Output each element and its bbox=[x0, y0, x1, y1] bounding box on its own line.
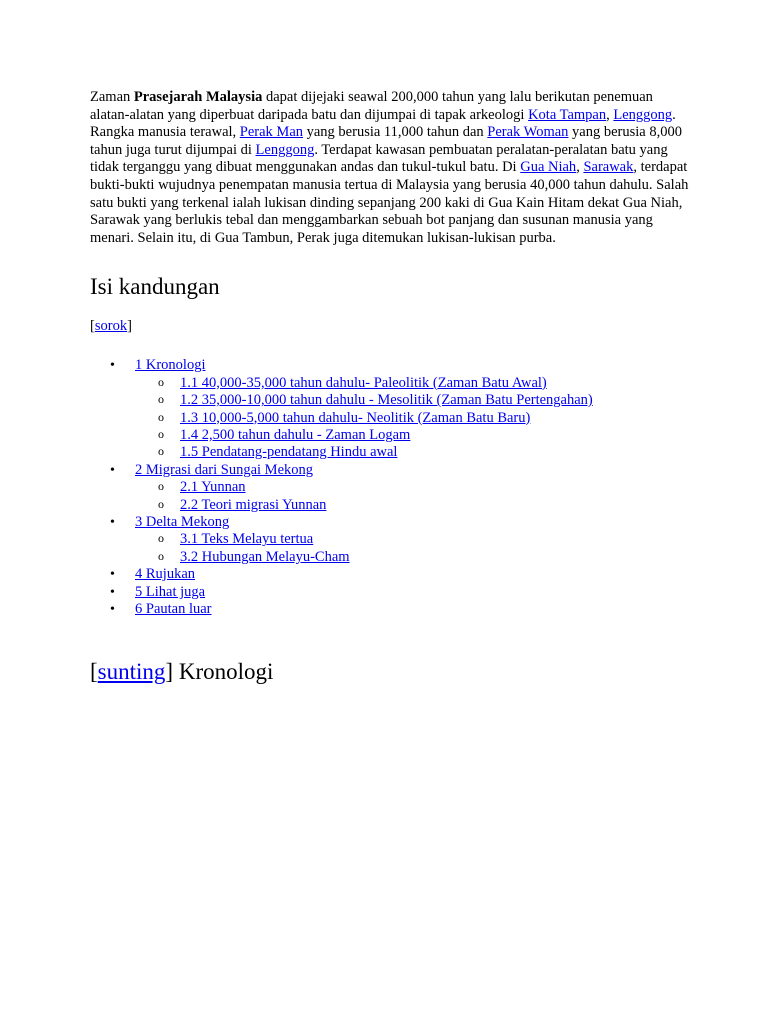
link-gua-niah[interactable]: Gua Niah bbox=[520, 159, 577, 176]
toc-sublink[interactable]: 2.1 Yunnan bbox=[180, 479, 246, 496]
intro-bold-term: Prasejarah Malaysia bbox=[133, 89, 263, 105]
circle-bullet-icon: o bbox=[158, 531, 164, 546]
toc-hide-link[interactable]: sorok bbox=[94, 318, 128, 335]
circle-bullet-icon: o bbox=[158, 374, 164, 389]
section-heading-kronologi bbox=[90, 658, 690, 686]
bullet-icon: • bbox=[110, 567, 115, 583]
intro-text: , bbox=[576, 159, 584, 176]
toc-sublink[interactable]: 1.2 35,000-10,000 tahun dahulu - Mesolitik (Zaman Batu Pertengahan) bbox=[180, 392, 593, 409]
toc-item bbox=[90, 601, 690, 618]
toc-subitem bbox=[135, 531, 690, 548]
section-close-bracket: ] bbox=[165, 659, 179, 685]
toc-link[interactable]: 4 Rujukan bbox=[135, 566, 196, 583]
link-lenggong[interactable]: Lenggong bbox=[613, 106, 673, 123]
toc-link[interactable]: 1 Kronologi bbox=[135, 357, 206, 374]
toc-toggle-close-bracket: ] bbox=[127, 318, 132, 335]
circle-bullet-icon: o bbox=[158, 426, 164, 441]
bullet-icon: • bbox=[110, 584, 115, 600]
toc-link[interactable]: 5 Lihat juga bbox=[135, 583, 206, 600]
toc-list bbox=[90, 357, 690, 618]
toc-subitem bbox=[135, 427, 690, 444]
toc-sublink[interactable]: 1.1 40,000-35,000 tahun dahulu- Paleolitik (Zaman Batu Awal) bbox=[180, 374, 547, 391]
toc-toggle-open-bracket: [ bbox=[90, 318, 95, 335]
toc-sublink[interactable]: 1.5 Pendatang-pendatang Hindu awal bbox=[180, 444, 398, 461]
toc-sublink[interactable]: 1.3 10,000-5,000 tahun dahulu- Neolitik (Zaman Batu Baru) bbox=[180, 409, 531, 426]
toc-subitem bbox=[135, 549, 690, 566]
toc-subitem bbox=[135, 410, 690, 427]
toc-sublist bbox=[135, 479, 690, 514]
toc-link[interactable]: 2 Migrasi dari Sungai Mekong bbox=[135, 461, 314, 478]
toc-item bbox=[90, 584, 690, 601]
link-kota-tampan[interactable]: Kota Tampan bbox=[528, 106, 607, 123]
link-perak-man[interactable]: Perak Man bbox=[239, 124, 303, 141]
intro-text: . Rangka manusia terawal, bbox=[90, 106, 676, 141]
intro-text: dapat dijejaki seawal 200,000 tahun yang lalu berikutan penemuan alatan-alatan yang diperbuat daripada batu dan dijumpai di tapak arkeologi bbox=[90, 89, 653, 123]
circle-bullet-icon: o bbox=[158, 409, 164, 424]
toc-subitem bbox=[135, 375, 690, 392]
intro-text: , bbox=[606, 106, 614, 123]
circle-bullet-icon: o bbox=[158, 479, 164, 494]
toc-link[interactable]: 3 Delta Mekong bbox=[135, 514, 230, 530]
toc-subitem bbox=[135, 497, 690, 514]
toc-subitem bbox=[135, 479, 690, 496]
link-sarawak[interactable]: Sarawak bbox=[583, 159, 634, 176]
toc-sublist bbox=[135, 531, 690, 566]
bullet-icon: • bbox=[110, 602, 115, 618]
toc-sublink[interactable]: 2.2 Teori migrasi Yunnan bbox=[180, 496, 327, 513]
toc-item bbox=[90, 566, 690, 583]
toc-toggle bbox=[90, 317, 690, 335]
toc-subitem bbox=[135, 444, 690, 461]
section-edit-link[interactable]: sunting bbox=[97, 659, 166, 685]
intro-paragraph bbox=[90, 89, 690, 247]
toc-item bbox=[90, 514, 690, 566]
toc-link[interactable]: 6 Pautan luar bbox=[135, 601, 212, 618]
bullet-icon: • bbox=[110, 358, 115, 374]
toc-sublink[interactable]: 3.1 Teks Melayu tertua bbox=[180, 531, 314, 548]
toc-subitem bbox=[135, 392, 690, 409]
toc-item bbox=[90, 462, 690, 514]
toc-heading: Isi kandungan bbox=[90, 274, 220, 300]
circle-bullet-icon: o bbox=[158, 444, 164, 459]
bullet-icon: • bbox=[110, 515, 115, 530]
toc-item bbox=[90, 357, 690, 461]
circle-bullet-icon: o bbox=[158, 392, 164, 407]
intro-text: yang berusia 8,000 tahun juga turut dijumpai di bbox=[90, 124, 682, 158]
toc-sublink[interactable]: 3.2 Hubungan Melayu-Cham bbox=[180, 548, 350, 565]
section-title-text: Kronologi bbox=[178, 659, 274, 685]
intro-text: . Terdapat kawasan pembuatan peralatan-peralatan batu yang tidak terganggu yang dibuat menggunakan andas dan tukul-tukul batu. Di bbox=[90, 141, 668, 176]
intro-text: , terdapat bukti-bukti wujudnya penempatan manusia tertua di Malaysia yang berusia 40,000 tahun dahulu. Salah satu bukti yang terkenal ialah lukisan dinding sepanjang 200 kaki di Gua Kain Hitam dekat Gua Niah, Sarawak yang berlukis tebal dan menggambarkan sebuah bot panjang dan susunan manusia yang menari. Selain itu, di Gua Tambun, Perak juga ditemukan lukisan-lukisan purba. bbox=[90, 159, 689, 246]
toc-sublist bbox=[135, 375, 690, 462]
link-perak-woman[interactable]: Perak Woman bbox=[487, 124, 569, 141]
intro-text: Zaman bbox=[90, 89, 134, 105]
intro-text: yang berusia 11,000 tahun dan bbox=[303, 124, 488, 141]
toc-sublink[interactable]: 1.4 2,500 tahun dahulu - Zaman Logam bbox=[180, 426, 411, 443]
circle-bullet-icon: o bbox=[158, 496, 164, 511]
bullet-icon: • bbox=[110, 462, 115, 478]
article-body bbox=[90, 89, 690, 686]
circle-bullet-icon: o bbox=[158, 548, 164, 563]
section-open-bracket: [ bbox=[90, 659, 98, 685]
link-lenggong-2[interactable]: Lenggong bbox=[255, 141, 315, 158]
